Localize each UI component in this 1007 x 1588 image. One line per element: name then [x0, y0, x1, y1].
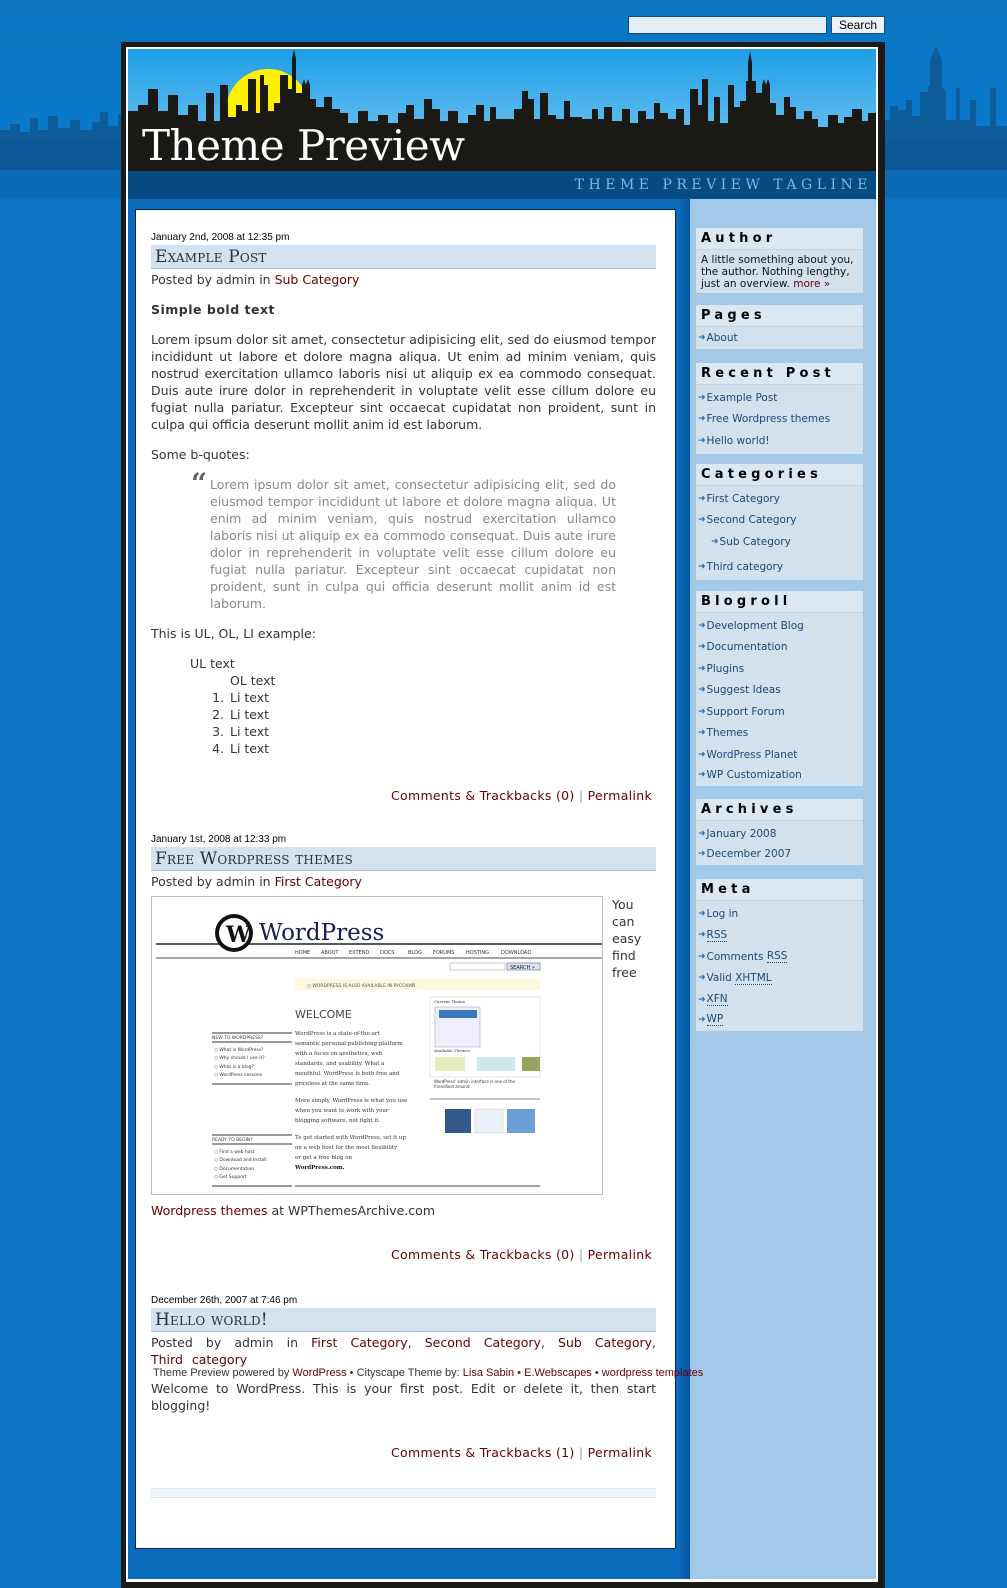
widget-archives: [696, 799, 863, 865]
bullet-icon: •: [517, 1367, 522, 1379]
svg-text:○ Get Support: ○ Get Support: [214, 1175, 247, 1180]
svg-text:○ Download and Install: ○ Download and Install: [214, 1158, 267, 1163]
list-item: 4. Li text: [212, 741, 270, 756]
footer-text: Theme Preview powered by: [153, 1367, 290, 1379]
svg-text:or get a free blog on: or get a free blog on: [295, 1155, 353, 1161]
svg-text:W: W: [226, 922, 251, 948]
svg-text:on a web host for the most fle: on a web host for the most flexibility: [295, 1145, 398, 1151]
widget-pages: [696, 305, 863, 349]
sidebar-link-subcategory[interactable]: ➜ Sub Category: [711, 535, 791, 548]
arrow-right-icon: ➜: [698, 728, 706, 739]
svg-text:EXTEND: EXTEND: [349, 950, 370, 956]
separator: |: [578, 1445, 584, 1460]
blogroll-link[interactable]: ➜ Themes: [698, 727, 749, 740]
header-banner: [128, 49, 876, 171]
arrow-right-icon: ➜: [698, 749, 706, 760]
arrow-right-icon: ➜: [698, 828, 706, 839]
content-area: [135, 209, 676, 1549]
arrow-right-icon: ➜: [698, 973, 706, 984]
svg-text:SEARCH »: SEARCH »: [510, 965, 535, 971]
post-date: December 26th, 2007 at 7:46 pm: [151, 1295, 298, 1306]
svg-text:○ What is WordPress?: ○ What is WordPress?: [214, 1048, 264, 1053]
meta-comments-rss-link[interactable]: ➜ Comments RSS: [698, 950, 788, 963]
search-input[interactable]: [628, 16, 827, 34]
search-form: [628, 16, 885, 34]
arrow-right-icon: ➜: [698, 562, 706, 573]
arrow-right-icon: ➜: [698, 414, 706, 425]
category-link[interactable]: Sub Category: [274, 272, 360, 287]
widget-title: Blogroll: [696, 591, 863, 613]
widget-title: Categories: [696, 464, 863, 486]
arrow-right-icon: ➜: [698, 642, 706, 653]
post-title[interactable]: Free Wordpress themes: [151, 847, 656, 871]
permalink-link[interactable]: Permalink: [587, 1247, 652, 1262]
svg-text:with a focus on aesthetics, we: with a focus on aesthetics, web: [295, 1051, 383, 1057]
svg-text:HOME: HOME: [295, 950, 311, 956]
svg-text:Current Theme: Current Theme: [434, 999, 466, 1004]
wordpress-screenshot-image[interactable]: [151, 896, 603, 1195]
svg-text:READY TO BEGIN?: READY TO BEGIN?: [212, 1138, 253, 1143]
bullet-icon: •: [594, 1367, 599, 1379]
svg-text:○ WORDPRESS IS ALSO AVAILABLE: ○ WORDPRESS IS ALSO AVAILABLE IN РУССКИЙ.: [307, 984, 417, 989]
unordered-list: [190, 655, 656, 757]
sidebar-link-about[interactable]: ➜ About: [698, 332, 738, 344]
post-meta: Posted by admin in First Category, Second Category, Sub Category, Third category: [151, 1335, 657, 1367]
post: [151, 834, 656, 1274]
footer-ewebscapes-link[interactable]: E.Webscapes: [524, 1367, 592, 1379]
widget-title: Pages: [696, 305, 863, 327]
svg-text:WordPress' admin interface is: WordPress' admin interface is one of the: [434, 1079, 515, 1084]
post-date: January 1st, 2008 at 12:33 pm: [151, 834, 287, 845]
widget-categories: [696, 464, 863, 580]
post-meta-prefix: Posted by admin in: [151, 874, 271, 889]
svg-text:DOCS: DOCS: [380, 950, 395, 956]
svg-text:To get started with WordPress,: To get started with WordPress, set it up: [295, 1135, 406, 1141]
arrow-right-icon: ➜: [698, 620, 706, 631]
arrow-right-icon: ➜: [698, 908, 706, 919]
svg-text:priceless at the same time.: priceless at the same time.: [295, 1081, 371, 1087]
post-paragraph: Lorem ipsum dolor sit amet, consectetur adipisicing elit, sed do eiusmod tempor incididunt ut labore et dolore magna aliqua. Ut enim ad minim veniam, quis nostrud exercitation ullamco laboris nisi ut aliquip ex ea commodo consequat. Duis aute irure dolor in reprehenderit in voluptate velit esse cillum dolore eu fugiat nulla pariatur. Excepteur sint occaecat cupidatat non proident, sunt in culpa qui officia deserunt mollit anim id est laborum.: [151, 332, 656, 432]
list-label: This is UL, OL, LI example:: [151, 626, 316, 641]
permalink-link[interactable]: Permalink: [587, 788, 652, 803]
list-item: 1. Li text: [212, 690, 270, 705]
svg-text:○ What is a blog?: ○ What is a blog?: [214, 1065, 254, 1070]
arrow-right-icon: ➜: [698, 951, 706, 962]
svg-text:WELCOME: WELCOME: [295, 1008, 352, 1021]
svg-text:friendliest around.: friendliest around.: [434, 1084, 471, 1089]
svg-text:FORUMS: FORUMS: [433, 950, 455, 956]
widget-recent-posts: [696, 363, 863, 454]
post-meta-prefix: Posted by admin in: [151, 1335, 298, 1350]
meta-rss-link[interactable]: ➜ RSS: [698, 928, 728, 941]
list-item: 3. Li text: [212, 724, 270, 739]
author-text: A little something about you, the author. Nothing lengthy, just an overview. more »: [701, 254, 854, 290]
blogroll-link[interactable]: ➜ Documentation: [698, 641, 788, 654]
image-source: [151, 1202, 435, 1219]
svg-text:WordPress is a state-of-the-ar: WordPress is a state-of-the-art: [295, 1031, 380, 1037]
svg-text:WordPress.com.: WordPress.com.: [295, 1165, 345, 1171]
post-meta: [151, 271, 656, 288]
comments-link[interactable]: Comments & Trackbacks (0): [391, 1247, 575, 1262]
blogroll-link[interactable]: ➜ WordPress Planet: [698, 748, 798, 761]
widget-title: Meta: [696, 879, 863, 901]
wordpress-themes-link[interactable]: Wordpress themes: [151, 1203, 268, 1218]
arrow-right-icon: ➜: [698, 930, 706, 941]
post-paragraph: Welcome to WordPress. This is your first post. Edit or delete it, then start blogging!: [151, 1381, 656, 1413]
sidebar-link-category[interactable]: ➜ Second Category: [698, 514, 797, 527]
footer-templates-link[interactable]: wordpress templates: [601, 1367, 704, 1379]
blogroll-link[interactable]: ➜ Development Blog: [698, 619, 804, 632]
page-container: [126, 47, 878, 1582]
ol-text: OL text: [230, 673, 276, 688]
widget-meta: [696, 879, 863, 1031]
svg-text:More simply, WordPress is what: More simply, WordPress is what you use: [295, 1098, 408, 1104]
site-title[interactable]: Theme Preview: [142, 121, 465, 170]
permalink-link[interactable]: Permalink: [587, 1445, 652, 1460]
archive-link[interactable]: ➜ January 2008: [698, 827, 777, 840]
bquote-label: Some b-quotes:: [151, 447, 250, 462]
arrow-right-icon: ➜: [698, 685, 706, 696]
meta-valid-xhtml-link[interactable]: ➜ Valid XHTML: [698, 971, 772, 985]
sidebar-link-recent-post[interactable]: ➜ Free Wordpress themes: [698, 413, 831, 426]
post-footer: [151, 1247, 656, 1262]
svg-text:BLOG: BLOG: [408, 950, 422, 956]
site-footer: [153, 1367, 703, 1379]
blogroll-link[interactable]: ➜ Suggest Ideas: [698, 684, 781, 697]
category-link[interactable]: Third category: [151, 1352, 248, 1367]
separator: |: [578, 788, 584, 803]
meta-login-link[interactable]: ➜ Log in: [698, 907, 739, 920]
svg-text:mouthful. WordPress is both fr: mouthful. WordPress is both free and: [295, 1071, 400, 1077]
sidebar-link-category[interactable]: ➜ Third category: [698, 561, 784, 574]
blockquote-text: Lorem ipsum dolor sit amet, consectetur adipisicing elit, sed do eiusmod tempor incididunt ut labore et dolore magna aliqua. Ut enim ad minim veniam, quis nostrud exercitation ullamco laboris nisi ut aliquip ex ea commodo consequat. Duis aute irure dolor in reprehenderit in voluptate velit esse cillum dolore eu fugiat nulla pariatur. Excepteur sint occaecat cupidatat non proident, sunt in culpa qui officia deserunt mollit anim id est laborum.: [210, 477, 616, 611]
svg-text:when you want to work with you: when you want to work with your: [295, 1108, 389, 1114]
tagline-bar: [128, 171, 876, 199]
arrow-right-icon: ➜: [698, 435, 706, 446]
arrow-right-icon: ➜: [698, 848, 706, 859]
separator: |: [578, 1247, 584, 1262]
arrow-right-icon: ➜: [698, 333, 706, 343]
arrow-right-icon: ➜: [698, 769, 706, 780]
post: [151, 232, 656, 803]
svg-text:DOWNLOAD: DOWNLOAD: [501, 950, 532, 956]
blogroll-link[interactable]: ➜ Support Forum: [698, 705, 785, 718]
category-link[interactable]: Second Category: [424, 1335, 541, 1350]
quote-mark-icon: “: [191, 467, 208, 500]
category-link[interactable]: First Category: [274, 874, 362, 889]
svg-text:standards, and usability. What: standards, and usability. What a: [295, 1061, 385, 1067]
ordered-list: [210, 689, 656, 757]
blogroll-link[interactable]: ➜ WP Customization: [698, 768, 802, 781]
site-tagline: THEME PREVIEW TAGLINE: [574, 177, 872, 193]
arrow-right-icon: ➜: [711, 536, 719, 547]
footer-text: Cityscape Theme by:: [356, 1367, 460, 1379]
comments-link[interactable]: Comments & Trackbacks (0): [391, 788, 575, 803]
post-meta: [151, 873, 656, 890]
widget-title: Author: [696, 228, 863, 250]
svg-text:semantic personal publishing p: semantic personal publishing platform: [295, 1041, 403, 1047]
svg-text:ABOUT: ABOUT: [321, 950, 339, 956]
blogroll-link[interactable]: ➜ Plugins: [698, 662, 745, 675]
arrow-right-icon: ➜: [698, 706, 706, 717]
sidebar-link-recent-post[interactable]: ➜ Example Post: [698, 391, 778, 404]
post-footer: [151, 1445, 656, 1460]
svg-text:○ Documentation: ○ Documentation: [214, 1167, 255, 1172]
svg-text:○ Why should I use it?: ○ Why should I use it?: [214, 1056, 265, 1061]
footer-author-link[interactable]: Lisa Sabin: [462, 1367, 515, 1379]
widget-author: [696, 228, 863, 293]
arrow-right-icon: ➜: [698, 663, 706, 674]
search-button[interactable]: Search: [831, 16, 885, 34]
post-side-text: You can easy find free: [612, 897, 642, 980]
widget-title: Archives: [696, 799, 863, 821]
arrow-right-icon: ➜: [698, 392, 706, 403]
arrow-right-icon: ➜: [698, 493, 706, 504]
arrow-right-icon: ➜: [698, 994, 706, 1005]
svg-text:WordPress: WordPress: [259, 920, 385, 946]
widget-blogroll: [696, 591, 863, 786]
archive-link[interactable]: ➜ December 2007: [698, 847, 792, 860]
svg-text:HOSTING: HOSTING: [466, 950, 490, 956]
comments-link[interactable]: Comments & Trackbacks (1): [391, 1445, 575, 1460]
bold-heading: Simple bold text: [151, 302, 275, 317]
blockquote: [191, 467, 616, 612]
post-title[interactable]: Hello world!: [151, 1308, 656, 1332]
ul-text: UL text: [190, 656, 235, 671]
post-date: January 2nd, 2008 at 12:35 pm: [151, 232, 290, 243]
meta-xfn-link[interactable]: ➜ XFN: [698, 993, 728, 1006]
sidebar-link-recent-post[interactable]: ➜ Hello world!: [698, 434, 770, 447]
author-more-link[interactable]: more »: [793, 278, 831, 290]
category-link[interactable]: First Category: [311, 1335, 408, 1350]
arrow-right-icon: ➜: [698, 515, 706, 526]
arrow-right-icon: ➜: [698, 1014, 706, 1025]
footer-wordpress-link[interactable]: WordPress: [292, 1367, 347, 1379]
svg-text:NEW TO WORDPRESS?: NEW TO WORDPRESS?: [212, 1036, 264, 1041]
svg-text:○ Find a web host: ○ Find a web host: [214, 1150, 255, 1155]
post-footer: [151, 788, 656, 803]
widget-title: Recent Post: [696, 363, 863, 385]
bullet-icon: •: [349, 1367, 354, 1379]
svg-text:Available Themes: Available Themes: [434, 1048, 470, 1053]
content-divider: [151, 1488, 656, 1498]
category-link[interactable]: Sub Category: [558, 1335, 653, 1350]
meta-wp-link[interactable]: ➜ WP: [698, 1013, 724, 1025]
post-title[interactable]: Example Post: [151, 245, 656, 269]
source-suffix: at WPThemesArchive.com: [271, 1203, 436, 1218]
post-meta-prefix: Posted by admin in: [151, 272, 271, 287]
page-frame: [121, 42, 885, 1588]
svg-text:blogging software, not fight i: blogging software, not fight it.: [295, 1118, 381, 1124]
svg-text:○ WordPress Lessons: ○ WordPress Lessons: [214, 1073, 263, 1078]
list-item: 2. Li text: [212, 707, 270, 722]
sidebar-link-category[interactable]: ➜ First Category: [698, 492, 780, 505]
